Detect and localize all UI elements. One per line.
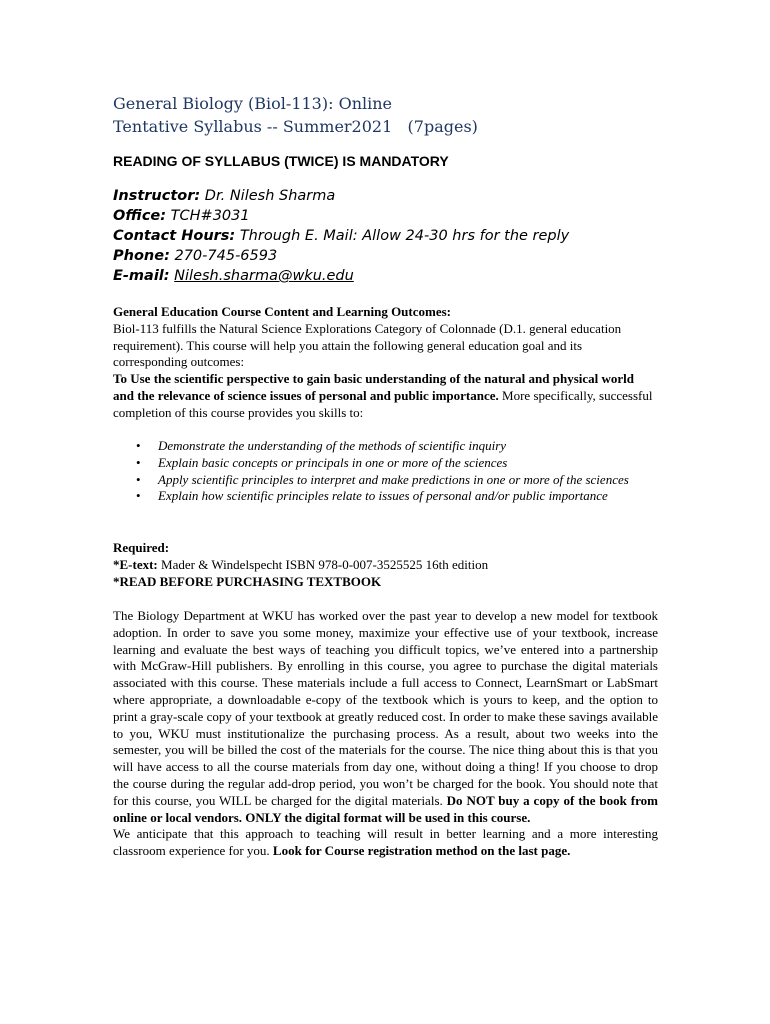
contact-block — [113, 186, 569, 286]
list-item — [113, 438, 658, 455]
textbook-paragraph-1-text: The Biology Department at WKU has worked over the past year to develop a new model for textbook adoption. In order to save you some money, maximize your effective use of your textbook, increase learning and evaluate the best ways of teaching you difficult topics, we’ve entered into a partnership with McGraw-Hill publishers. By enrolling in this course, you agree to purchase the digital materials associated with this course. These materials include a full access to Connect, LearnSmart or LabSmart where appropriate, a downloadable e-copy of the textbook which is yours to keep, and the option to print a gray-scale copy of your textbook at greatly reduced cost. In order to make these savings available to you, WKU must institutionalize the purchasing process. As a result, about two weeks into the semester, you will be billed the cost of the materials for the course. The nice thing about this is that you will have access to all the course materials from day one, without doing a thing! If you choose to drop the course during the regular add-drop period, you won’t be charged for the book. You should note that for this course, you WILL be charged for the digital materials. — [113, 608, 658, 808]
textbook-paragraph-2 — [113, 826, 658, 860]
required-section — [113, 540, 658, 590]
outcome-text: Explain how scientific principles relate to issues of personal and/or public importance — [158, 488, 608, 504]
instructor-label: Instructor: — [113, 188, 201, 204]
bullet-icon: • — [136, 438, 141, 453]
gen-ed-goal-rest: More specifically, successful completion of this course provides you skills to: — [113, 387, 653, 420]
etext-value: Mader & Windelspecht ISBN 978-0-007-3525525 16th edition — [157, 556, 489, 572]
instructor-row — [113, 186, 569, 206]
list-item — [113, 488, 658, 505]
email-label: E-mail: — [113, 268, 170, 284]
contact-hours-label: Contact Hours: — [113, 228, 236, 244]
instructor-value: Dr. Nilesh Sharma — [200, 188, 336, 204]
phone-value: 270-745-6593 — [169, 248, 278, 264]
outcome-text: Demonstrate the understanding of the methods of scientific inquiry — [158, 438, 507, 453]
bullet-icon: • — [136, 454, 141, 470]
contact-hours-row — [113, 226, 569, 246]
gen-ed-intro: Biol-113 fulfills the Natural Science Explorations Category of Colonnade (D.1. general education requirement). This course will help you attain the following general education goal and its corresponding outcomes: — [113, 320, 622, 370]
outcome-text: Explain basic concepts or principals in one or more of the sciences — [158, 454, 508, 470]
learning-outcomes-list — [113, 438, 658, 505]
textbook-paragraph-1 — [113, 608, 658, 826]
list-item — [113, 455, 658, 472]
office-value: TCH#3031 — [166, 208, 250, 224]
email-row — [113, 266, 569, 286]
read-before-purchasing: *READ BEFORE PURCHASING TEXTBOOK — [113, 573, 382, 589]
etext-label: *E-text: — [113, 556, 158, 572]
office-row — [113, 206, 569, 226]
phone-label: Phone: — [113, 248, 170, 264]
document-title — [113, 92, 478, 138]
title-line-syllabus: Tentative Syllabus -- Summer2021 (7pages) — [113, 117, 478, 136]
title-line-course: General Biology (Biol-113): Online — [113, 94, 392, 113]
mandatory-notice: READING OF SYLLABUS (TWICE) IS MANDATORY — [113, 153, 449, 169]
etext-line — [113, 557, 658, 574]
gen-ed-section — [113, 304, 658, 422]
textbook-section — [113, 608, 658, 860]
gen-ed-heading: General Education Course Content and Learning Outcomes: — [113, 304, 451, 319]
bullet-icon: • — [136, 488, 141, 504]
outcome-text: Apply scientific principles to interpret and make predictions in one or more of the sciences — [158, 471, 629, 487]
required-heading: Required: — [113, 540, 170, 555]
gen-ed-goal-bold: To Use the scientific perspective to gain basic understanding of the natural and physical world and the relevance of science issues of personal and public importance. — [113, 371, 634, 403]
bullet-icon: • — [136, 471, 141, 487]
email-link[interactable]: Nilesh.sharma@wku.edu — [174, 268, 354, 284]
office-label: Office: — [113, 208, 167, 224]
registration-note: Look for Course registration method on the last page. — [272, 843, 571, 859]
phone-row — [113, 246, 569, 266]
gen-ed-goal — [113, 371, 658, 421]
contact-hours-value: Through E. Mail: Allow 24-30 hrs for the reply — [235, 228, 570, 244]
textbook-paragraph-2-text: We anticipate that this approach to teaching will result in better learning and a more interesting classroom experience for you. — [113, 826, 658, 859]
list-item — [113, 472, 658, 489]
textbook-warning: Do NOT buy a copy of the book from online or local vendors. ONLY the digital format will be used in this course. — [113, 792, 658, 825]
